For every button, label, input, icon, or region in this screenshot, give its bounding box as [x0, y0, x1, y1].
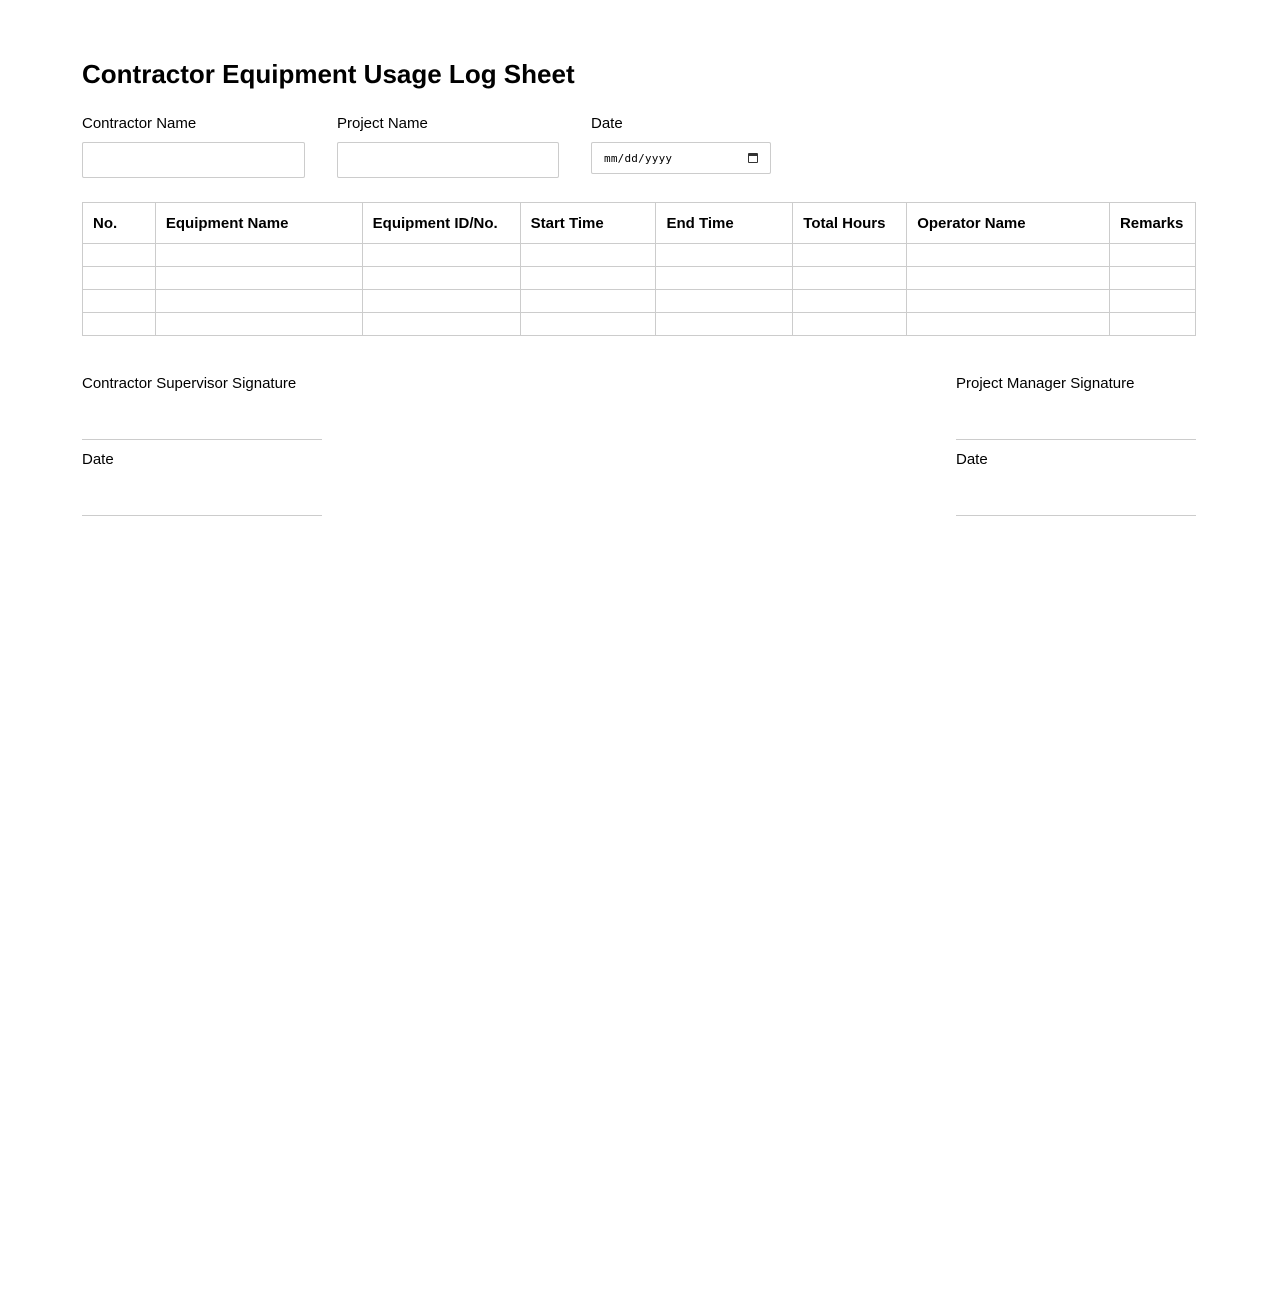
table-cell[interactable] [907, 313, 1110, 336]
column-header-start-time: Start Time [520, 203, 656, 244]
table-cell[interactable] [83, 244, 156, 267]
table-cell[interactable] [362, 244, 520, 267]
project-manager-date-line[interactable] [956, 470, 1196, 516]
table-cell[interactable] [793, 313, 907, 336]
column-header-operator-name: Operator Name [907, 203, 1110, 244]
contractor-supervisor-signature-block [82, 374, 322, 516]
column-header-total-hours: Total Hours [793, 203, 907, 244]
table-cell[interactable] [362, 267, 520, 290]
date-input[interactable] [591, 142, 771, 174]
table-cell[interactable] [520, 267, 656, 290]
table-cell[interactable] [83, 313, 156, 336]
table-cell[interactable] [656, 313, 793, 336]
contractor-supervisor-signature-label: Contractor Supervisor Signature [82, 375, 297, 392]
table-cell[interactable] [793, 244, 907, 267]
table-cell[interactable] [362, 290, 520, 313]
table-cell[interactable] [1109, 267, 1195, 290]
column-header-end-time: End Time [656, 203, 793, 244]
table-cell[interactable] [83, 267, 156, 290]
table-cell[interactable] [907, 244, 1110, 267]
column-header-equipment-id: Equipment ID/No. [362, 203, 520, 244]
table-row [83, 290, 1196, 313]
date-group [591, 114, 771, 165]
project-name-input[interactable] [337, 142, 559, 178]
table-cell[interactable] [793, 267, 907, 290]
table-cell[interactable] [656, 290, 793, 313]
table-cell[interactable] [1109, 290, 1195, 313]
project-manager-signature-label: Project Manager Signature [956, 375, 1135, 392]
contractor-supervisor-signature-line[interactable] [82, 394, 322, 440]
column-header-no: No. [83, 203, 156, 244]
table-row [83, 244, 1196, 267]
table-cell[interactable] [1109, 313, 1195, 336]
page-title: Contractor Equipment Usage Log Sheet [82, 59, 575, 89]
table-cell[interactable] [155, 313, 362, 336]
column-header-remarks: Remarks [1109, 203, 1195, 244]
table-cell[interactable] [520, 313, 656, 336]
table-row [83, 313, 1196, 336]
table-header-row [83, 203, 1196, 244]
project-manager-date-label: Date [956, 451, 988, 468]
table-cell[interactable] [520, 244, 656, 267]
date-placeholder: mm/dd/yyyy [604, 151, 673, 165]
project-manager-signature-block [956, 374, 1196, 516]
contractor-supervisor-date-label: Date [82, 451, 114, 468]
table-cell[interactable] [83, 290, 156, 313]
column-header-equipment-name: Equipment Name [155, 203, 362, 244]
table-cell[interactable] [656, 267, 793, 290]
project-name-label: Project Name [337, 115, 428, 132]
calendar-icon[interactable] [748, 153, 758, 163]
table-cell[interactable] [155, 267, 362, 290]
table-cell[interactable] [155, 290, 362, 313]
table-cell[interactable] [362, 313, 520, 336]
date-label: Date [591, 115, 623, 132]
table-cell[interactable] [907, 290, 1110, 313]
project-manager-signature-line[interactable] [956, 394, 1196, 440]
contractor-name-input[interactable] [82, 142, 305, 178]
table-cell[interactable] [793, 290, 907, 313]
contractor-name-label: Contractor Name [82, 115, 197, 132]
table-cell[interactable] [1109, 244, 1195, 267]
contractor-supervisor-date-line[interactable] [82, 470, 322, 516]
project-name-group [337, 114, 559, 134]
table-cell[interactable] [520, 290, 656, 313]
table-cell[interactable] [656, 244, 793, 267]
equipment-log-table [82, 202, 1196, 336]
table-row [83, 267, 1196, 290]
table-cell[interactable] [907, 267, 1110, 290]
contractor-name-group [82, 114, 305, 134]
table-cell[interactable] [155, 244, 362, 267]
